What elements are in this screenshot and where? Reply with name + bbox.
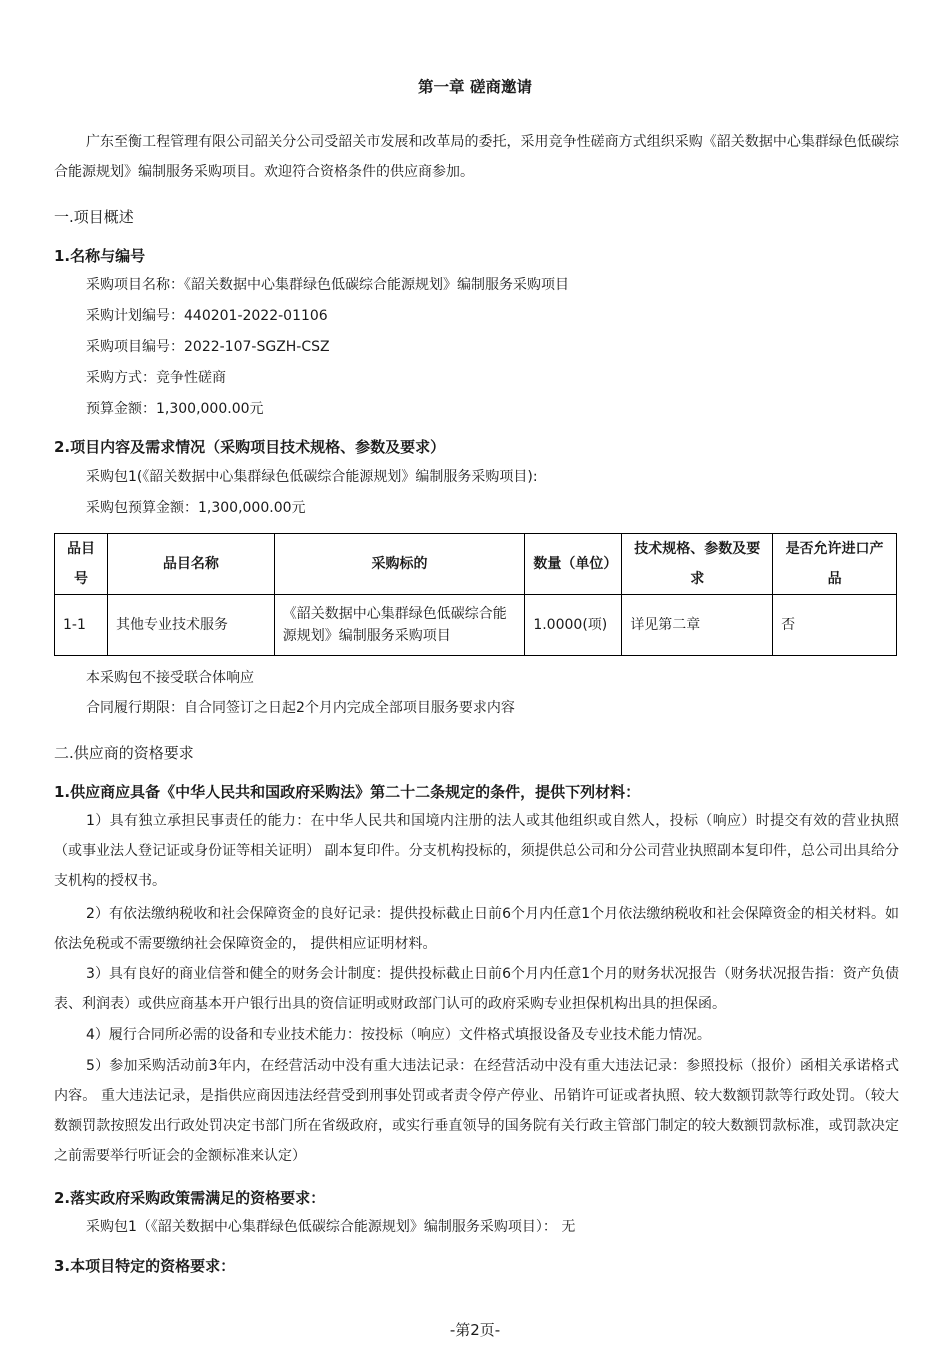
cell-spec: 详见第二章 [622, 595, 773, 656]
qualification-item-3: 3）具有良好的商业信誉和健全的财务会计制度：提供投标截止日前6个月内任意1个月的财务状况报告（财务状况报告指：资产负债表、利润表）或供应商基本开户银行出具的资信证明或财政部门认可的政府采购专业担保机构出具的担保函。 [54, 966, 899, 1012]
qualification-item-4: 4）履行合同所必需的设备和专业技术能力：按投标（响应）文件格式填报设备及专业技术能力情况。 [86, 1027, 711, 1043]
table-row [55, 595, 897, 656]
header-item-name: 品目名称 [107, 534, 274, 595]
items-table [54, 533, 897, 656]
qualification-item-5: 5）参加采购活动前3年内，在经营活动中没有重大违法记录：在经营活动中没有重大违法记录：参照投标（报价）函相关承诺格式内容。 重大违法记录，是指供应商因违法经营受到刑事处罚或者责令停产停业、吊销许可证或者执照、较大数额罚款等行政处罚。（较大数额罚款按照发出行政处罚决定书部门所在省级政府，或实行垂直领导的国务院有关行政主管部门制定的较大数额罚款标准，或罚款决定之前需要举行听证会的金额标准来认定） [54, 1058, 899, 1164]
project-number-line: 采购项目编号：2022-107-SGZH-CSZ [86, 339, 330, 355]
header-subject: 采购标的 [274, 534, 525, 595]
cell-item-name: 其他专业技术服务 [107, 595, 274, 656]
table-header-row [55, 534, 897, 595]
qualification-item-1: 1）具有独立承担民事责任的能力：在中华人民共和国境内注册的法人或其他组织或自然人，投标（响应）时提交有效的营业执照（或事业法人登记证或身份证等相关证明） 副本复印件。分支机构投标的，须提供总公司和分公司营业执照副本复印件，总公司出具给分支机构的授权书。 [54, 813, 899, 889]
header-import-allowed: 是否允许进口产品 [773, 534, 897, 595]
qualification-item-2: 2）有依法缴纳税收和社会保障资金的良好记录：提供投标截止日前6个月内任意1个月依法缴纳税收和社会保障资金的相关材料。如依法免税或不需要缴纳社会保障资金的， 提供相应证明材料。 [54, 906, 899, 952]
subheading-specific-requirements: 3.本项目特定的资格要求： [54, 1257, 236, 1275]
header-spec: 技术规格、参数及要求 [622, 534, 773, 595]
intro-paragraph: 广东至衡工程管理有限公司韶关分公司受韶关市发展和改革局的委托，采用竞争性磋商方式组织采购《韶关数据中心集群绿色低碳综合能源规划》编制服务采购项目。欢迎符合资格条件的供应商参加。 [54, 134, 899, 180]
cell-quantity: 1.0000(项) [525, 595, 622, 656]
budget-line: 预算金额：1,300,000.00元 [86, 401, 264, 417]
contract-period-line: 合同履行期限：自合同签订之日起2个月内完成全部项目服务要求内容 [86, 700, 515, 716]
cell-item-no: 1-1 [55, 595, 108, 656]
subheading-law-conditions: 1.供应商应具备《中华人民共和国政府采购法》第二十二条规定的条件，提供下列材料： [54, 783, 641, 801]
package-line: 采购包1(《韶关数据中心集群绿色低碳综合能源规划》编制服务采购项目): [86, 469, 538, 485]
procurement-method-line: 采购方式：竞争性磋商 [86, 370, 226, 386]
subheading-content-requirements: 2.项目内容及需求情况（采购项目技术规格、参数及要求） [54, 438, 446, 456]
subheading-name-number: 1.名称与编号 [54, 247, 146, 265]
section-heading-overview: 一.项目概述 [54, 208, 134, 226]
plan-number-line: 采购计划编号：440201-2022-01106 [86, 308, 328, 324]
policy-requirement-line: 采购包1（《韶关数据中心集群绿色低碳综合能源规划》编制服务采购项目）： 无 [86, 1219, 576, 1235]
page-number: -第2页- [449, 1321, 501, 1339]
cell-import-allowed: 否 [773, 595, 897, 656]
subheading-policy-requirements: 2.落实政府采购政策需满足的资格要求： [54, 1189, 326, 1207]
cell-subject: 《韶关数据中心集群绿色低碳综合能源规划》编制服务采购项目 [274, 595, 525, 656]
chapter-title: 第一章 磋商邀请 [418, 78, 532, 96]
header-quantity: 数量（单位） [525, 534, 622, 595]
no-consortium-line: 本采购包不接受联合体响应 [86, 670, 254, 686]
header-item-no: 品目号 [55, 534, 108, 595]
package-budget-line: 采购包预算金额：1,300,000.00元 [86, 500, 306, 516]
section-heading-qualifications: 二.供应商的资格要求 [54, 744, 194, 762]
project-name-line: 采购项目名称：《韶关数据中心集群绿色低碳综合能源规划》编制服务采购项目 [86, 277, 569, 293]
